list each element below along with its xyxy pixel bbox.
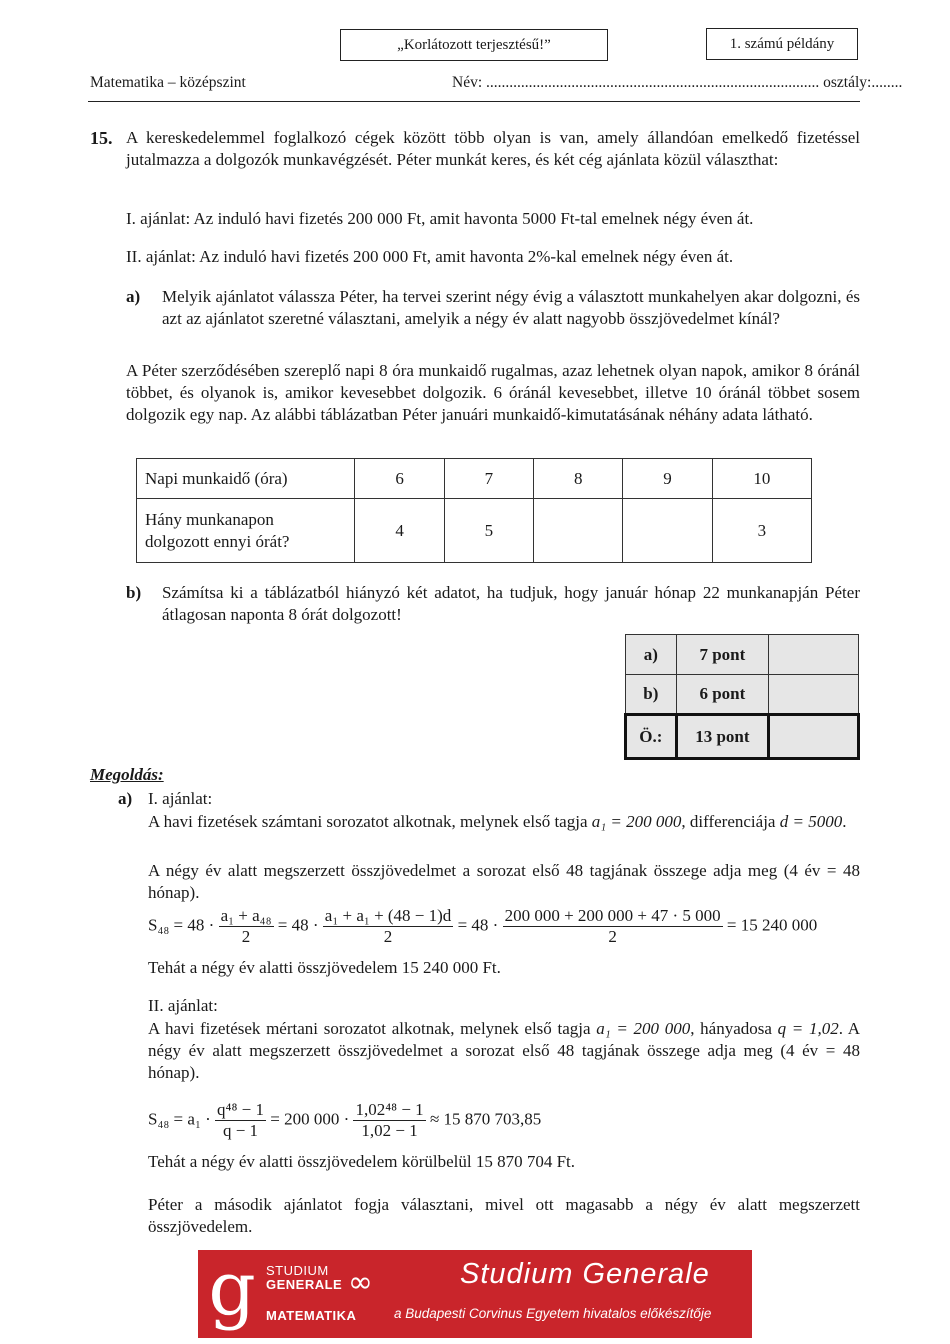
a1-value: a₁ = 200 000 [591,812,682,831]
days-cell: 5 [444,499,533,563]
brand-studium: STUDIUM [266,1263,329,1278]
hours-cell: 9 [623,459,712,499]
table-row [626,675,859,715]
offer-1: I. ajánlat: Az induló havi fizetés 200 000 Ft, amit havonta 5000 Ft-tal emelnek négy éven át. [126,209,754,228]
problem-intro: A kereskedelemmel foglalkozó cégek között több olyan is van, amely állandóan emelkedő fizetéssel jutalmazza a dolgozók munkavégzését. Péter munkát keres, és két cég ajánlata közül választhat: [126,128,860,169]
a1-value: a₁ = 200 000 [596,1019,691,1038]
score-label: Ö.: [626,715,677,759]
row-header-hours: Napi munkaidő (óra) [137,459,355,499]
score-label: b) [626,675,677,715]
hours-cell: 6 [355,459,444,499]
hours-cell: 7 [444,459,533,499]
days-cell [623,499,712,563]
score-empty [769,675,859,715]
score-empty [769,635,859,675]
offer1-title: I. ajánlat: [148,789,213,808]
solution-a-label: a) [118,789,133,808]
fraction: $\frac{\text{1,02⁴⁸ − 1}}{1,02 - 1}$ [355,1100,424,1140]
footer-title: Studium Generale [460,1258,710,1290]
question-b-text: Számítsa ki a táblázatból hiányzó két adatot, ha tudjuk, hogy január hónap 22 munkanapján Péter átlagosan naponta 8 órát dolgozott! [162,583,860,624]
brand-block [266,1264,342,1292]
contract-paragraph: A Péter szerződésében szereplő napi 8 óra munkaidő rugalmas, azaz lehetnek olyan napok, amikor 8 óránál többet, és olyanok is, amikor kevesebbet dolgozik. 6 óránál kevesebbet, illetve 10 óránál többet sosem dolgozik egy nap. Az alábbi táblázatban Péter januári munkaidő-kimutatásának néhány adata látható. [126,361,860,424]
copy-box [706,28,858,60]
offer1-desc: A havi fizetések számtani sorozatot alkotnak, melynek első tagja a₁ = 200 000, differenciája d = 5000. [148,812,847,831]
score-points: 6 pont [676,675,768,715]
g-logo-icon: g [208,1246,256,1332]
days-cell [534,499,623,563]
name-line [452,74,902,92]
row-header-days: Hány munkanapon dolgozott ennyi órát? [137,499,355,563]
final-answer: Péter a második ajánlatot fogja választani, mivel ott magasabb a négy év alatt megszerzett összjövedelem. [148,1195,860,1236]
table-row [626,635,859,675]
score-table [624,634,860,760]
offer1-conclusion: Tehát a négy év alatti összjövedelem 15 240 000 Ft. [148,958,501,977]
infinity-icon: ∞ [348,1265,373,1300]
question-a-text: Melyik ajánlatot válassza Péter, ha tervei szerint négy évig a választott munkahelyen akar dolgozni, és azt az ajánlatot szeretné választani, amelyik a négy év alatt nagyobb összjövedelmet kínál? [162,287,860,328]
offer2-conclusion: Tehát a négy év alatti összjövedelem körülbelül 15 870 704 Ft. [148,1152,576,1171]
restricted-label: „Korlátozott terjesztésű!” [397,37,551,53]
problem-number: 15. [90,128,113,148]
fraction: $\frac{\text{a₁ + a₁ + (48 − 1)d}}{2}$ [324,906,452,946]
subject-label: Matematika – középszint [90,74,246,91]
offer-2: II. ajánlat: Az induló havi fizetés 200 000 Ft, amit havonta 2%-kal emelnek négy éven át. [126,247,734,266]
hours-cell: 8 [534,459,623,499]
days-cell: 4 [355,499,444,563]
offer2-title: II. ajánlat: [148,996,218,1015]
table-row [626,715,859,759]
footer-banner [198,1246,752,1338]
d-value: d = 5000 [779,812,843,831]
question-a-label: a) [126,287,141,306]
table-row [137,499,812,563]
fraction: $\frac{\text{q⁴⁸ − 1}}{q - 1}$ [217,1100,264,1140]
header-rule [88,101,860,102]
fraction: $\frac{200 000 + 200 000 + 47 \cdot 5 000}{2}$ [504,906,721,946]
brand-generale: GENERALE [266,1277,343,1292]
work-hours-table [136,458,812,563]
score-points: 7 pont [676,635,768,675]
table-row [137,459,812,499]
offer1-sum-desc: A négy év alatt megszerzett összjövedelmet a sorozat első 48 tagjának összege adja meg (4 év = 48 hónap). [148,861,860,902]
brand-matematika: MATEMATIKA [266,1308,357,1323]
copy-label: 1. számú példány [729,36,835,52]
class-field: osztály:........ [823,74,903,91]
days-cell: 3 [712,499,811,563]
restricted-box [340,29,608,61]
solution-title: Megoldás: [90,765,164,784]
fraction: $\frac{\text{a₁ + a₄₈}}{2}$ [220,906,272,946]
footer-subtitle: a Budapesti Corvinus Egyetem hivatalos előkészítője [394,1306,712,1321]
hours-cell: 10 [712,459,811,499]
score-empty [769,715,859,759]
name-field: Név: ...................................................................................... [452,74,820,91]
offer2-desc: A havi fizetések mértani sorozatot alkotnak, melynek első tagja a₁ = 200 000, hányadosa q = 1,02. A négy év alatt megszerzett összjövedelmet a sorozat első 48 tagjának összege adja meg (4 év = 48 hónap). [148,1019,860,1082]
equation-geometric-sum: S₄₈ = a₁ · $\frac{\text{q⁴⁸ − 1}}{q - 1}$ = 200 000 · $\frac{\text{1,02⁴⁸ − 1}}{1,02 - 1}$ ≈ 15 870 703,85 [148,1100,542,1140]
question-b-label: b) [126,583,142,602]
q-value: q = 1,02 [777,1019,839,1038]
score-label: a) [626,635,677,675]
score-points: 13 pont [676,715,768,759]
equation-arithmetic-sum: S₄₈ = 48 · $\frac{\text{a₁ + a₄₈}}{2}$ = 48 · $\frac{\text{a₁ + a₁ + (48 − 1)d}}{2}$ = 48 · $\frac{200 000 + 200 000 + 47 \cdot 5 000}{2}$ = 15 240 000 [148,906,818,946]
